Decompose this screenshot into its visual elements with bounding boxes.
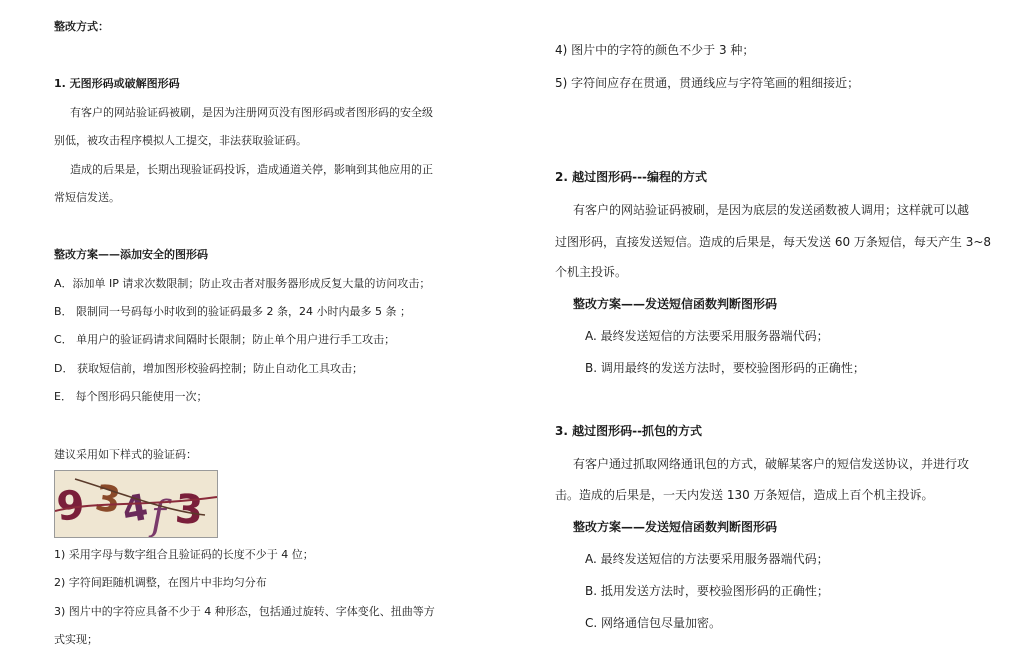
section-3-para-line-2: 击。造成的后果是，一天内发送 130 万条短信，造成上百个机主投诉。 (555, 488, 934, 502)
plan-1-item-a: A．添加单 IP 请求次数限制；防止攻击者对服务器形成反复大量的访问攻击； (54, 277, 431, 290)
captcha-suggestion: 建议采用如下样式的验证码： (54, 448, 197, 461)
plan-1-item-d: D． 获取短信前，增加图形校验码控制；防止自动化工具攻击； (54, 362, 363, 375)
svg-text:f: f (151, 493, 166, 537)
doc-heading: 整改方式： (54, 20, 109, 33)
captcha-requirement-1: 1) 采用字母与数字组合且验证码的长度不少于 4 位； (54, 548, 314, 561)
plan-1-item-c: C． 单用户的验证码请求间隔时长限制；防止单个用户进行手工攻击； (54, 333, 396, 346)
plan-1-item-b: B． 限制同一号码每小时收到的验证码最多 2 条，24 小时内最多 5 条 ； (54, 305, 412, 318)
section-1-para-2-line-2: 常短信发送。 (54, 191, 120, 204)
plan-3-item-b: B. 抵用发送方法时，要校验图形码的正确性； (585, 584, 829, 598)
captcha-sample-image (54, 470, 218, 538)
captcha-requirement-3-cont: 式实现； (54, 633, 98, 646)
plan-2-item-a: A. 最终发送短信的方法要采用服务器端代码； (585, 329, 829, 343)
plan-1-title: 整改方案——添加安全的图形码 (54, 248, 208, 261)
svg-text:3: 3 (173, 486, 205, 535)
svg-text:3: 3 (92, 477, 123, 522)
section-1-para-1-line-1: 有客户的网站验证码被刷，是因为注册网页没有图形码或者图形码的安全级 (70, 106, 433, 119)
section-1-para-1-line-2: 别低，被攻击程序模拟人工提交，非法获取验证码。 (54, 134, 307, 147)
section-1-title: 1. 无图形码或破解图形码 (54, 77, 180, 90)
section-1-para-2-line-1: 造成的后果是，长期出现验证码投诉，造成通道关停，影响到其他应用的正 (70, 163, 433, 176)
section-2-para-line-1: 有客户的网站验证码被刷，是因为底层的发送函数被人调用；这样就可以越 (573, 203, 970, 217)
svg-text:9: 9 (55, 482, 87, 531)
captcha-requirement-3: 3) 图片中的字符应具备不少于 4 种形态，包括通过旋转、字体变化、扭曲等方 (54, 605, 435, 618)
captcha-requirement-2: 2) 字符间距随机调整，在图片中非均匀分布 (54, 576, 267, 589)
section-2-para-line-3: 个机主投诉。 (555, 265, 628, 279)
section-3-para-line-1: 有客户通过抓取网络通讯包的方式，破解某客户的短信发送协议，并进行攻 (573, 457, 970, 471)
plan-2-item-b: B. 调用最终的发送方法时，要校验图形码的正确性； (585, 361, 865, 375)
plan-1-item-e: E． 每个图形码只能使用一次； (54, 390, 208, 403)
captcha-requirement-4: 4) 图片中的字符的颜色不少于 3 种； (555, 43, 755, 57)
plan-3-item-c: C. 网络通信包尽量加密。 (585, 616, 722, 630)
section-2-title: 2. 越过图形码---编程的方式 (555, 170, 708, 184)
section-2-para-line-2: 过图形码，直接发送短信。造成的后果是，每天发送 60 万条短信，每天产生 3~8 (555, 235, 992, 249)
plan-3-title: 整改方案——发送短信函数判断图形码 (573, 520, 778, 534)
section-3-title: 3. 越过图形码--抓包的方式 (555, 424, 703, 438)
svg-text:4: 4 (119, 487, 152, 532)
plan-2-title: 整改方案——发送短信函数判断图形码 (573, 297, 778, 311)
captcha-requirement-5: 5) 字符间应存在贯通，贯通线应与字符笔画的粗细接近； (555, 76, 860, 90)
plan-3-item-a: A. 最终发送短信的方法要采用服务器端代码； (585, 552, 829, 566)
